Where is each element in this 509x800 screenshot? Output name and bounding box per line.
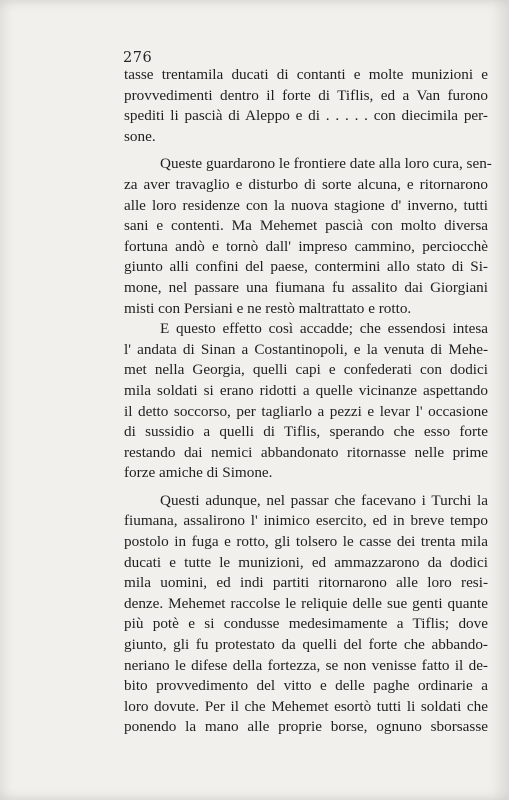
text-line: ponendo la mano alle proprie borse, ognuno sborsasse (124, 718, 488, 736)
paragraph (124, 65, 488, 147)
paragraph (124, 491, 488, 738)
text-line: neriano le difese della fortezza, se non venisse fatto il de- (124, 656, 488, 674)
text-line: provvedimenti dentro il forte di Tiflis, ed a Van furono (124, 86, 488, 104)
text-line: loro dovute. Per il che Mehemet esortò tutti li soldati che (124, 697, 488, 715)
text-line: sani e contenti. Ma Mehemet pascià con molto diversa (124, 217, 488, 235)
body-text (124, 65, 492, 738)
text-line: E questo effetto così accadde; che essendosi intesa (160, 320, 488, 338)
text-line: denze. Mehemet raccolse le reliquie delle sue genti quante (124, 594, 488, 612)
text-line: postolo in fuga e rotto, gli tolsero le casse dei trenta mila (124, 533, 488, 551)
text-line: bito provvedimento del vitto e delle paghe ordinarie a (124, 677, 488, 695)
text-line: ducati e tutte le munizioni, ed ammazzarono da dodici (124, 553, 488, 571)
text-line: il detto soccorso, per tagliarlo a pezzi e levar l' occasione (124, 402, 488, 420)
paragraph (124, 154, 492, 319)
paragraph (124, 319, 488, 484)
text-line: tasse trentamila ducati di contanti e molte munizioni e (124, 66, 488, 83)
text-line: mila soldati si erano ridotti a quelle vicinanze aspettando (124, 381, 488, 399)
page-number: 276 (123, 50, 153, 66)
text-line: alle loro residenze con la nuova stagione d' inverno, tutti (124, 196, 488, 214)
paragraph-gap (124, 484, 488, 491)
text-line: fortuna andò e tornò dall' impreso cammino, perciocchè (124, 237, 488, 255)
text-line: giunto, gli fu protestato da quelli del forte che abbando- (124, 636, 488, 654)
text-line: misti con Persiani e ne restò maltrattato e rotto. (124, 299, 412, 317)
text-line: mila uomini, ed indi partiti ritornarono alle loro resi- (124, 574, 488, 592)
text-line: giunto alli confini del paese, contermini allo stato di Si- (124, 258, 488, 276)
paragraph-gap (124, 147, 488, 154)
text-line: mone, nel passare una fiumana fu assalito dai Giorgiani (124, 278, 488, 296)
text-line: l' andata di Sinan a Costantinopoli, e la venuta di Mehe- (124, 340, 488, 358)
text-line: za aver travaglio e disturbo di sorte alcuna, e ritornarono (124, 175, 488, 193)
text-line: più potè e si condusse medesimamente a Tiflis; dove (124, 615, 488, 633)
text-line: restando dai nemici abbandonato ritornasse nelle prime (124, 443, 488, 461)
text-line: forze amiche di Simone. (124, 464, 273, 482)
text-line: spediti li pascià di Aleppo e di . . . . . con diecimila per- (124, 107, 488, 125)
text-line: fiumana, assalirono l' inimico esercito, ed in breve tempo (124, 512, 488, 530)
text-line: met nella Georgia, quelli capi e confederati con dodici (124, 361, 488, 379)
text-line: di sussidio a quelli di Tiflis, sperando che esso forte (124, 423, 488, 441)
text-line: Questi adunque, nel passar che facevano i Turchi la (160, 491, 488, 509)
text-line: sone. (124, 127, 156, 145)
text-line: Queste guardarono le frontiere date alla loro cura, sen- (160, 155, 492, 173)
